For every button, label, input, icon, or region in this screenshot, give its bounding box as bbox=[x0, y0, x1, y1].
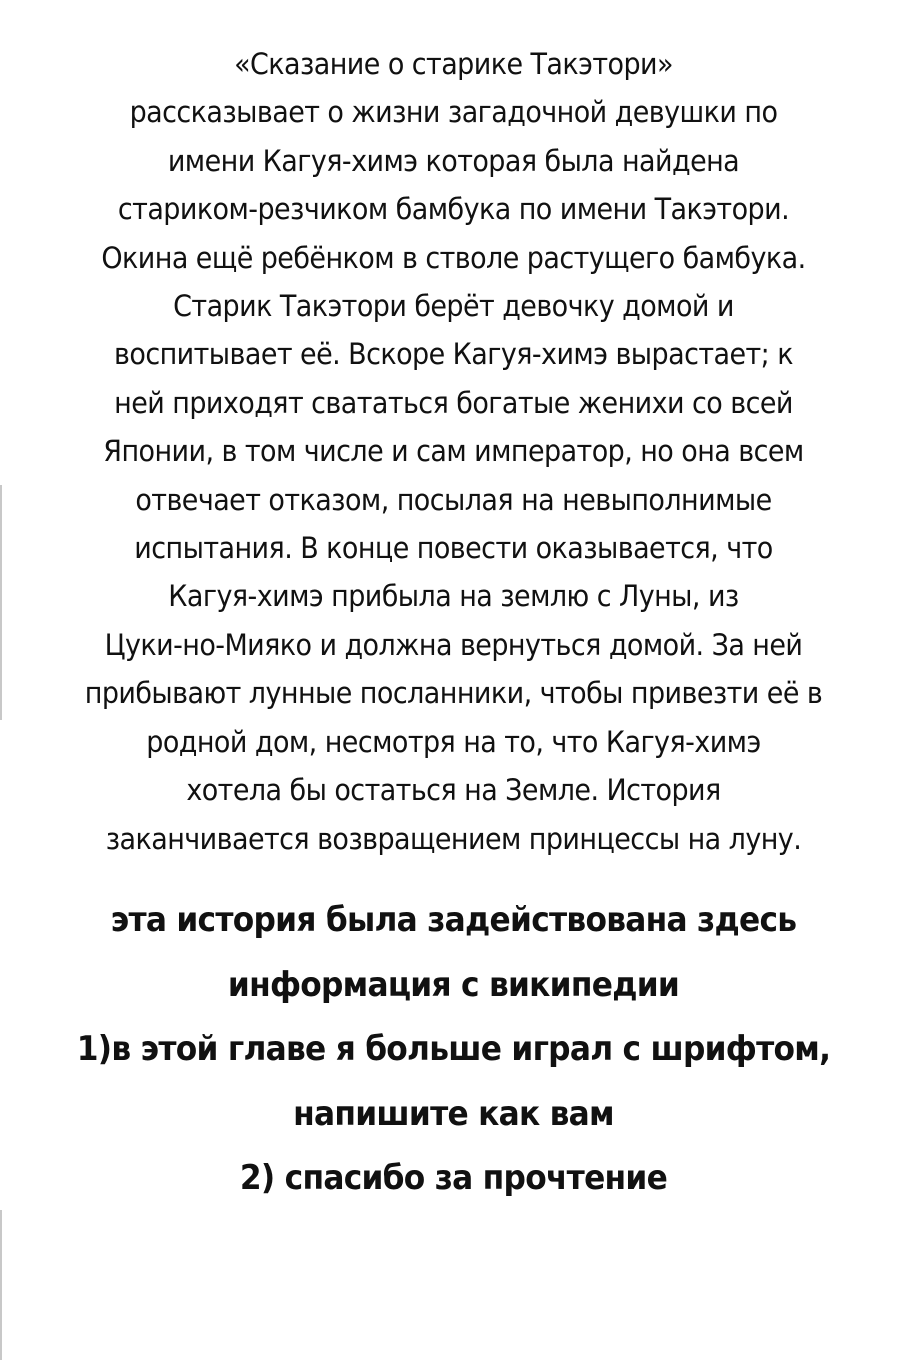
story-line: Кагуя-химэ прибыла на землю с Луны, из bbox=[168, 579, 739, 614]
story-line: испытания. В конце повести оказывается, что bbox=[134, 531, 773, 566]
story-line: Японии, в том числе и сам император, но она всем bbox=[103, 434, 804, 469]
story-line: родной дом, несмотря на то, что Кагуя-химэ bbox=[146, 724, 761, 759]
note-line: напишите как вам bbox=[293, 1093, 614, 1134]
left-edge-line-lower bbox=[0, 1210, 2, 1360]
story-line: стариком-резчиком бамбука по имени Такэтори. bbox=[117, 192, 790, 227]
story-line: Старик Такэтори берёт девочку домой и bbox=[173, 289, 734, 324]
story-line: воспитывает её. Вскоре Кагуя-химэ вырастает; к bbox=[114, 337, 793, 372]
story-line: прибывают лунные посланники, чтобы привезти её в bbox=[84, 676, 823, 711]
translator-notes bbox=[0, 888, 907, 1211]
story-line: Цуки-но-Мияко и должна вернуться домой. За ней bbox=[104, 627, 803, 662]
story-line: Окина ещё ребёнком в стволе растущего бамбука. bbox=[101, 240, 806, 275]
story-line: заканчивается возвращением принцессы на луну. bbox=[105, 821, 802, 856]
story-line: хотела бы остаться на Земле. История bbox=[186, 773, 721, 808]
story-line: отвечает отказом, посылая на невыполнимые bbox=[135, 482, 772, 517]
story-line: рассказывает о жизни загадочной девушки по bbox=[129, 95, 778, 130]
note-line: информация с википедии bbox=[227, 964, 680, 1005]
note-line: 1)в этой главе я больше играл с шрифтом, bbox=[76, 1029, 831, 1069]
note-line: 2) спасибо за прочтение bbox=[239, 1158, 668, 1198]
note-line: эта история была задействована здесь bbox=[110, 900, 797, 940]
story-line: «Сказание о старике Такэтори» bbox=[234, 47, 673, 81]
story-line: ней приходят свататься богатые женихи со всей bbox=[114, 385, 793, 420]
story-paragraph bbox=[0, 40, 907, 863]
story-line: имени Кагуя-химэ которая была найдена bbox=[167, 143, 740, 178]
